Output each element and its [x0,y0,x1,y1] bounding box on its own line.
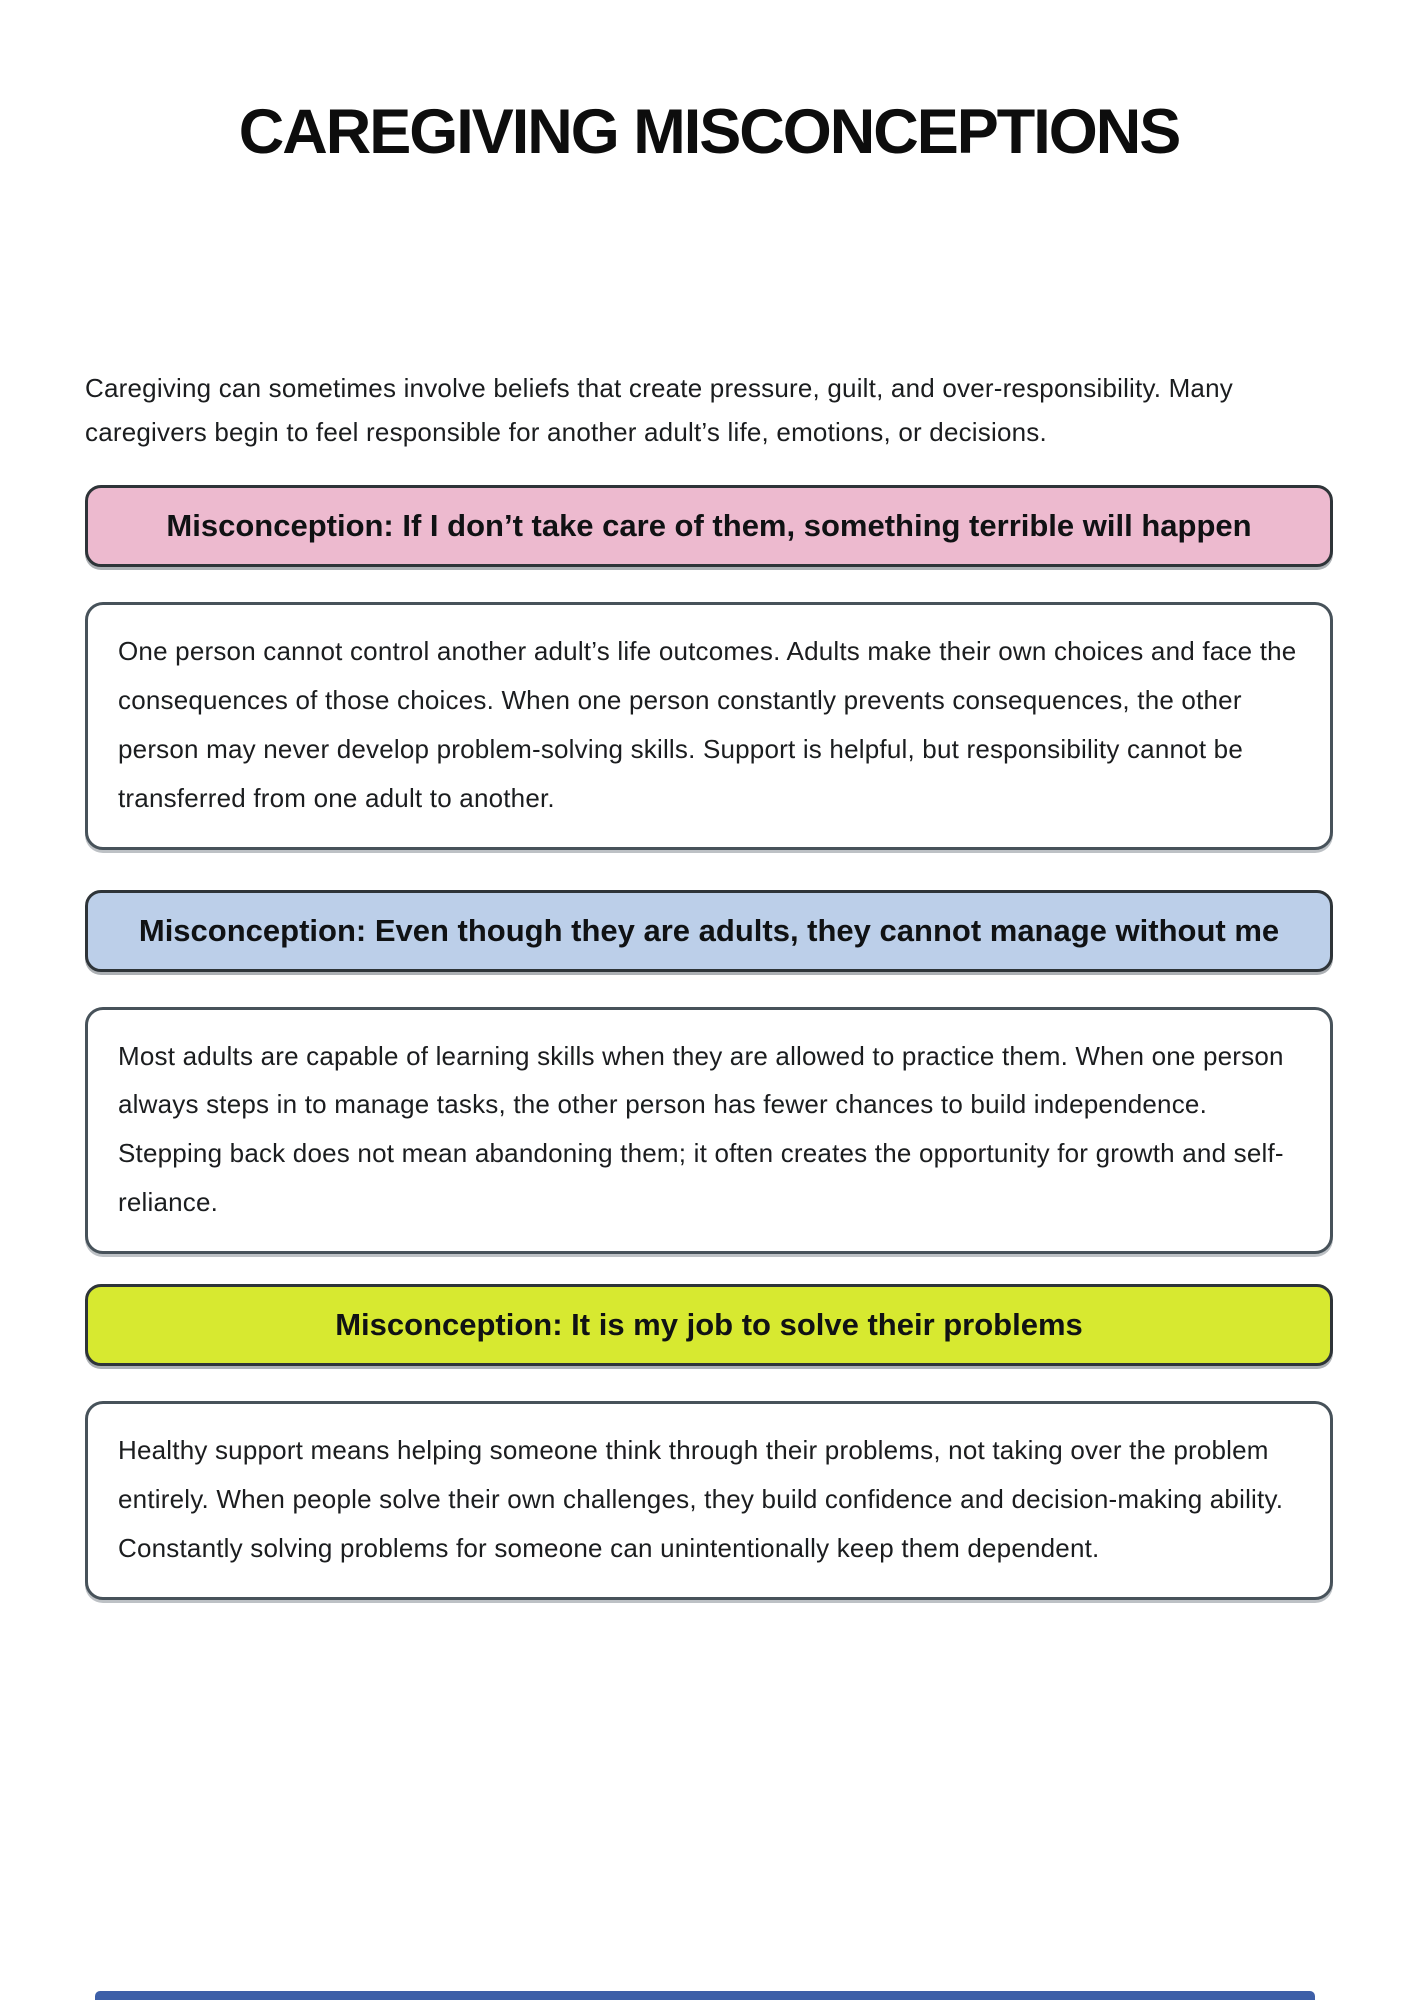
misconception-header-1 [85,485,1333,567]
footer-accent-bar [95,1991,1315,2000]
misconception-body-1 [85,602,1333,850]
misconception-header-3 [85,1284,1333,1366]
misconception-body-2 [85,1007,1333,1255]
misconception-body-2-text: Most adults are capable of learning skills when they are allowed to practice them. When one person always steps in to manage tasks, the other person has fewer chances to build independence. Stepping back does not mean abandoning them; it often creates the opportunity for growth and self-reliance. [118,1040,1284,1218]
intro-paragraph: Caregiving can sometimes involve beliefs that create pressure, guilt, and over-responsibility. Many caregivers begin to feel responsible for another adult’s life, emotions, or decisions. [85,372,1233,448]
misconception-header-3-text: Misconception: It is my job to solve their problems [335,1307,1083,1343]
misconception-header-2 [85,890,1333,972]
content-column [85,0,1333,1600]
misconception-body-1-text: One person cannot control another adult’s life outcomes. Adults make their own choices and face the consequences of those choices. When one person constantly prevents consequences, the other person may never develop problem-solving skills. Support is helpful, but responsibility cannot be transferred from one adult to another. [118,636,1297,813]
misconception-header-2-text: Misconception: Even though they are adults, they cannot manage without me [138,912,1280,948]
page-title: CAREGIVING MISCONCEPTIONS [238,97,1180,167]
misconception-body-3 [85,1401,1333,1600]
misconception-body-3-text: Healthy support means helping someone think through their problems, not taking over the problem entirely. When people solve their own challenges, they build confidence and decision-making ability. Constantly solving problems for someone can unintentionally keep them dependent. [118,1435,1284,1563]
misconception-header-1-text: Misconception: If I don’t take care of them, something terrible will happen [166,507,1252,543]
